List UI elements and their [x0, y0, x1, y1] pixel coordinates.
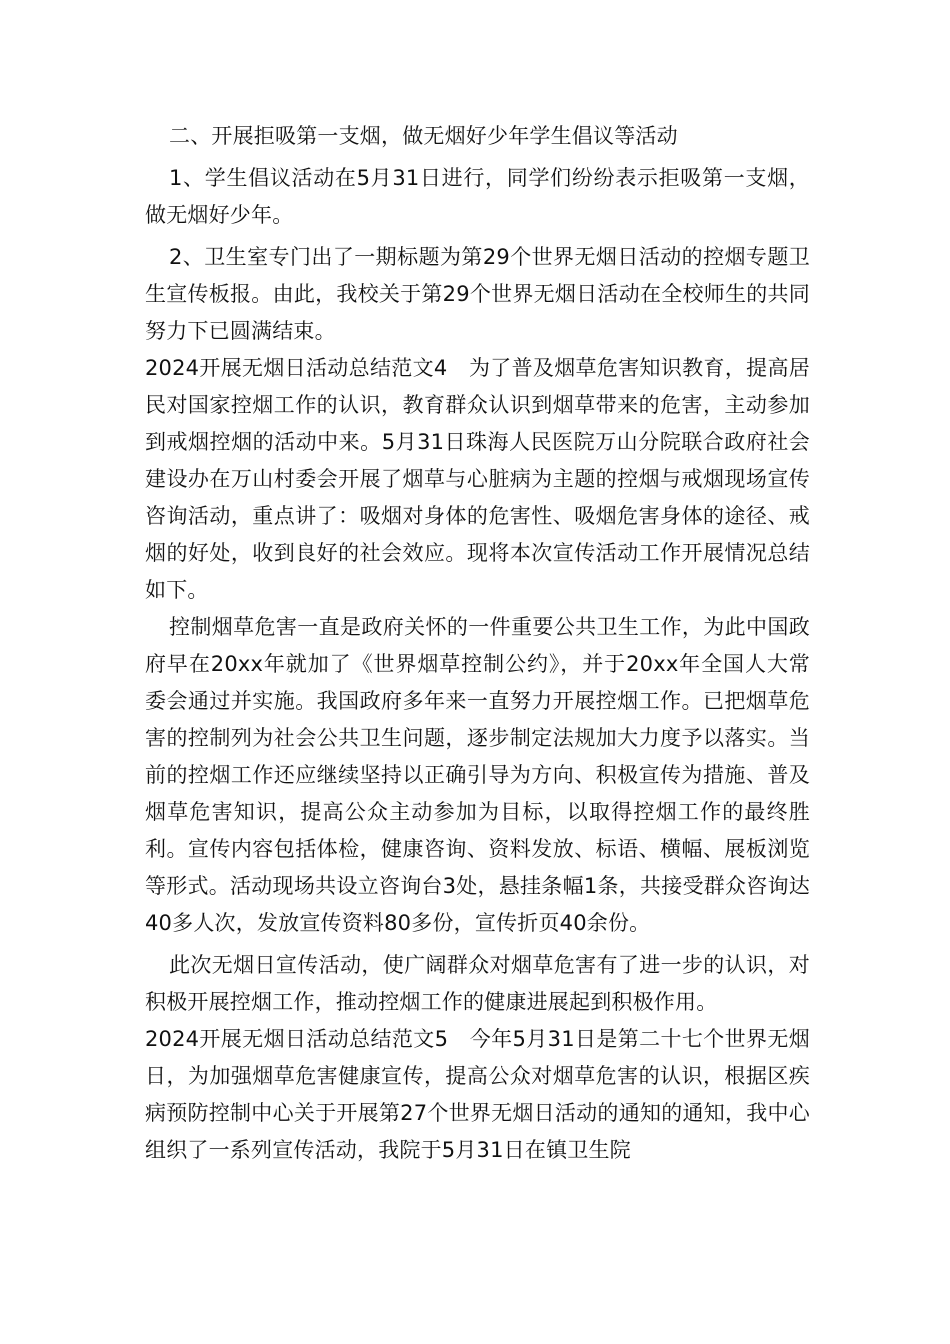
paragraph-4: 2024开展无烟日活动总结范文4 为了普及烟草危害知识教育，提高居民对国家控烟工作的认识，教育群众认识到烟草带来的危害，主动参加到戒烟控烟的活动中来。5月31日珠海人民医院万山分院联合政府社会建设办在万山村委会开展了烟草与心脏病为主题的控烟与戒烟现场宣传咨询活动，重点讲了：吸烟对身体的危害性、吸烟危害身体的途径、戒烟的好处，收到良好的社会效应。现将本次宣传活动工作开展情况总结如下。 [145, 356, 810, 602]
paragraph-2: 1、学生倡议活动在5月31日进行，同学们纷纷表示拒吸第一支烟，做无烟好少年。 [145, 166, 810, 227]
document-page [145, 118, 810, 1169]
paragraph-7: 2024开展无烟日活动总结范文5 今年5月31日是第二十七个世界无烟日，为加强烟草危害健康宣传，提高公众对烟草危害的认识，根据区疾病预防控制中心关于开展第27个世界无烟日活动的通知的通知，我中心组织了一系列宣传活动，我院于5月31日在镇卫生院 [145, 1027, 810, 1162]
paragraph-6: 此次无烟日宣传活动，使广阔群众对烟草危害有了进一步的认识，对积极开展控烟工作，推动控烟工作的健康进展起到积极作用。 [145, 953, 810, 1014]
paragraph-3: 2、卫生室专门出了一期标题为第29个世界无烟日活动的控烟专题卫生宣传板报。由此，我校关于第29个世界无烟日活动在全校师生的共同努力下已圆满结束。 [145, 245, 810, 343]
paragraph-1: 二、开展拒吸第一支烟，做无烟好少年学生倡议等活动 [169, 124, 678, 148]
paragraph-5: 控制烟草危害一直是政府关怀的一件重要公共卫生工作，为此中国政府早在20xx年就加了《世界烟草控制公约》，并于20xx年全国人大常委会通过并实施。我国政府多年来一直努力开展控烟工作。已把烟草危害的控制列为社会公共卫生问题，逐步制定法规加大力度予以落实。当前的控烟工作还应继续坚持以正确引导为方向、积极宣传为措施、普及烟草危害知识，提高公众主动参加为目标，以取得控烟工作的最终胜利。宣传内容包括体检，健康咨询、资料发放、标语、横幅、展板浏览等形式。活动现场共设立咨询台3处，悬挂条幅1条，共接受群众咨询达40多人次，发放宣传资料80多份，宣传折页40余份。 [145, 615, 810, 935]
